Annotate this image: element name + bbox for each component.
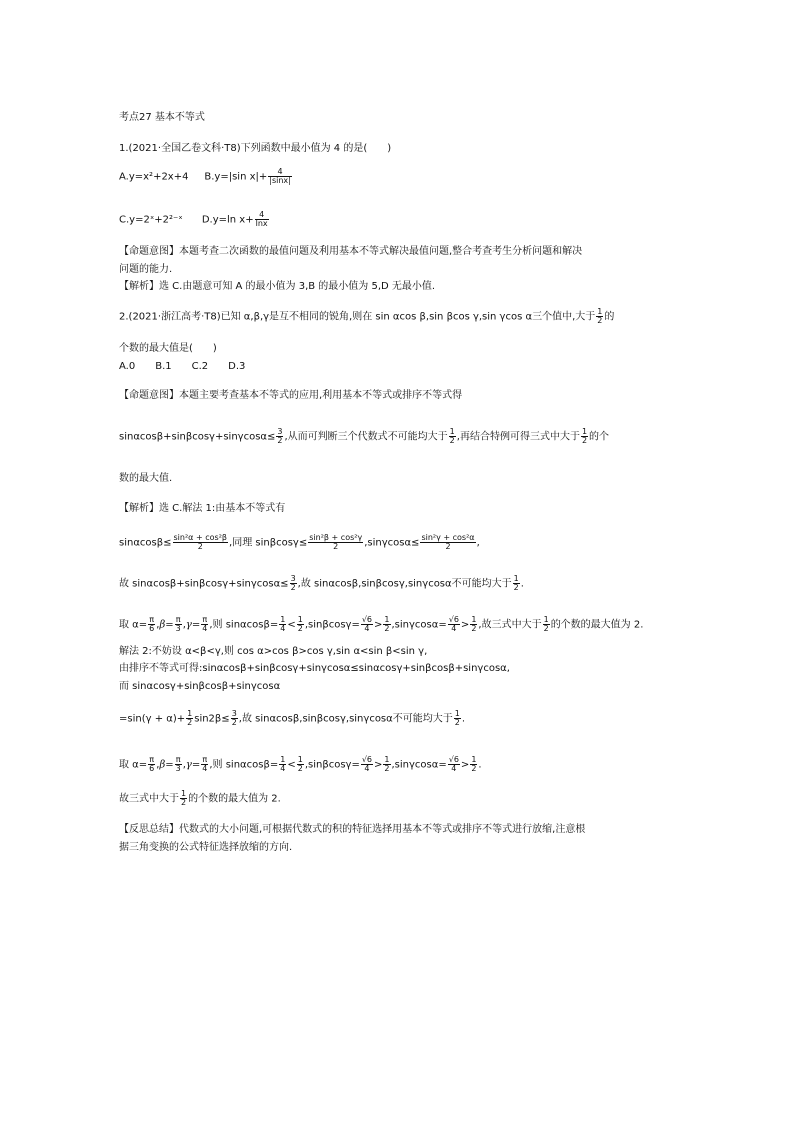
fraction-pi-3: $\frac{\pi}{3}$ <box>175 615 181 633</box>
fraction-pi-4: $\frac{\pi}{4}$ <box>202 755 208 773</box>
fraction-half: $\frac{1}{2}$ <box>297 755 303 773</box>
q2-method2-line4: =sin(γ + α)+ $\frac{1}{2}$ sin2β≤ $\frac{3}{2}$ ,故 sinαcosβ,sinβcosγ,sinγcosα不可能均大于 $\frac{1}{2}$ . <box>119 709 466 727</box>
fraction-pi-6: $\frac{\pi}{6}$ <box>149 755 155 773</box>
q1-option-a: A.y=x²+2x+4 <box>119 171 189 183</box>
fraction-half: $\frac{1}{2}$ <box>181 789 187 807</box>
q2-method2-line3: 而 sinαcosγ+sinβcosβ+sinγcosα <box>119 681 281 692</box>
q2-intent-line2: sinαcosβ+sinβcosγ+sinγcosα≤ $\frac{3}{2}$ ,从而可判断三个代数式不可能均大于 $\frac{1}{2}$ ,再结合特例可得三式中大于 $\frac{1}{2}$ 的个 <box>119 427 610 445</box>
fraction-half: $\frac{1}{2}$ <box>543 615 549 633</box>
reflection-line1: 【反思总结】代数式的大小问题,可根据代数式的积的特征选择用基本不等式或排序不等式进行放缩,注意根 <box>119 824 586 835</box>
q1-option-d: D.y=ln x+ <box>201 214 254 226</box>
q2-intent-line3: 数的最大值. <box>119 473 173 484</box>
fraction-pi-3: $\frac{\pi}{3}$ <box>175 755 181 773</box>
fraction-half: $\frac{1}{2}$ <box>581 427 588 445</box>
fraction-half: $\frac{1}{2}$ <box>513 574 519 592</box>
q2-stem: 2.(2021·浙江高考·T8)已知 α,β,γ是互不相同的锐角,则在 sin αcos β,sin βcos γ,sin γcos α三个值中,大于 $\frac{1}{2}$ 的 <box>119 307 615 325</box>
q2-solution-line2: 故 sinαcosβ+sinβcosγ+sinγcosα≤ $\frac{3}{2}$ ,故 sinαcosβ,sinβcosγ,sinγcosα不可能均大于 $\frac{1}{2}$ . <box>119 574 524 592</box>
q2-options: A.0 B.1 C.2 D.3 <box>119 361 246 372</box>
q1-options-cd <box>119 211 270 228</box>
fraction-quarter: $\frac{1}{4}$ <box>280 615 286 633</box>
q1-option-b: B.y=|sin x|+ <box>204 171 268 183</box>
fraction-half: $\frac{1}{2}$ <box>187 709 193 727</box>
fraction-root6-4: $\frac{√6}{4}$ <box>448 615 459 633</box>
fraction-three-halves: $\frac{3}{2}$ <box>231 709 237 727</box>
q2-method2-line1: 解法 2:不妨设 α<β<γ,则 cos α>cos β>cos γ,sin α<sin β<sin γ, <box>119 646 428 657</box>
fraction-sin2a-cos2b: $\frac{\text{sin²α + cos²β}}{2}$ <box>173 533 228 551</box>
fraction-pi-4: $\frac{\pi}{4}$ <box>202 615 208 633</box>
q1-intent-line2: 问题的能力. <box>119 264 173 275</box>
q1-option-c: C.y=2ˣ+2²⁻ˣ <box>119 214 183 226</box>
q1-option-d-fraction: $\frac{4}{\ln x}$ <box>255 210 268 228</box>
q2-stem-line2: 个数的最大值是( ) <box>119 343 217 354</box>
fraction-root6-4: $\frac{√6}{4}$ <box>448 755 459 773</box>
fraction-half: $\frac{1}{2}$ <box>454 709 460 727</box>
fraction-sin2b-cos2g: $\frac{\text{sin²β + cos²γ}}{2}$ <box>309 533 363 551</box>
fraction-pi-6: $\frac{\pi}{6}$ <box>149 615 155 633</box>
q1-options-ab <box>119 168 293 185</box>
fraction-three-halves: $\frac{3}{2}$ <box>277 427 283 445</box>
fraction-half: $\frac{1}{2}$ <box>384 615 390 633</box>
section-heading: 考点27 基本不等式 <box>119 112 205 123</box>
fraction-half: $\frac{1}{2}$ <box>597 307 603 325</box>
fraction-half: $\frac{1}{2}$ <box>471 755 477 773</box>
q2-example2: 取 α= $\frac{\pi}{6}$ ,β= $\frac{\pi}{3}$ ,γ= $\frac{\pi}{4}$ ,则 sinαcosβ= $\frac{1}{4}$ < $\frac{1}{2}$ ,sinβcosγ= $\frac{√6}{4}$ > $\frac{1}{2}$ ,sinγcosα= $\frac{√6}{4}$ > $\frac{1}{2}$ . <box>119 755 482 773</box>
fraction-sin2g-cos2a: $\frac{\text{sin²γ + cos²α}}{2}$ <box>421 533 475 551</box>
q2-final-conclusion: 故三式中大于 $\frac{1}{2}$ 的个数的最大值为 2. <box>119 789 281 807</box>
fraction-quarter: $\frac{1}{4}$ <box>280 755 286 773</box>
fraction-root6-4: $\frac{√6}{4}$ <box>361 615 373 633</box>
q2-method2-line2: 由排序不等式可得:sinαcosβ+sinβcosγ+sinγcosα≤sinαcosγ+sinβcosβ+sinγcosα, <box>119 663 510 674</box>
q1-option-b-fraction: $\frac{4}{|\sin x|}$ <box>269 167 291 185</box>
q2-solution-title: 【解析】选 C.解法 1:由基本不等式有 <box>119 503 286 514</box>
reflection-line2: 据三角变换的公式特征选择放缩的方向. <box>119 842 293 853</box>
q1-intent-line1: 【命题意图】本题考查二次函数的最值问题及利用基本不等式解决最值问题,整合考查考生分析问题和解决 <box>119 246 583 257</box>
q2-example1: 取 α= $\frac{\pi}{6}$ ,β= $\frac{\pi}{3}$ ,γ= $\frac{\pi}{4}$ ,则 sinαcosβ= $\frac{1}{4}$ < $\frac{1}{2}$ ,sinβcosγ= $\frac{√6}{4}$ > $\frac{1}{2}$ ,sinγcosα= $\frac{√6}{4}$ > $\frac{1}{2}$ ,故三式中大于 $\frac{1}{2}$ 的个数的最大值为 2. <box>119 615 644 633</box>
q1-stem: 1.(2021·全国乙卷文科·T8)下列函数中最小值为 4 的是( ) <box>119 143 392 154</box>
fraction-three-halves: $\frac{3}{2}$ <box>290 574 296 592</box>
fraction-root6-4: $\frac{√6}{4}$ <box>361 755 373 773</box>
q2-intent-line1: 【命题意图】本题主要考查基本不等式的应用,利用基本不等式或排序不等式得 <box>119 390 463 401</box>
fraction-half: $\frac{1}{2}$ <box>449 427 455 445</box>
fraction-half: $\frac{1}{2}$ <box>471 615 477 633</box>
fraction-half: $\frac{1}{2}$ <box>384 755 390 773</box>
fraction-half: $\frac{1}{2}$ <box>297 615 303 633</box>
q2-solution-line1: sinαcosβ≤ $\frac{\text{sin²α + cos²β}}{2}$ ,同理 sinβcosγ≤ $\frac{\text{sin²β + cos²γ}}{2}$ ,sinγcosα≤ $\frac{\text{sin²γ + cos²α}}{2}$ , <box>119 533 480 551</box>
q1-analysis: 【解析】选 C.由题意可知 A 的最小值为 3,B 的最小值为 5,D 无最小值. <box>119 281 436 292</box>
